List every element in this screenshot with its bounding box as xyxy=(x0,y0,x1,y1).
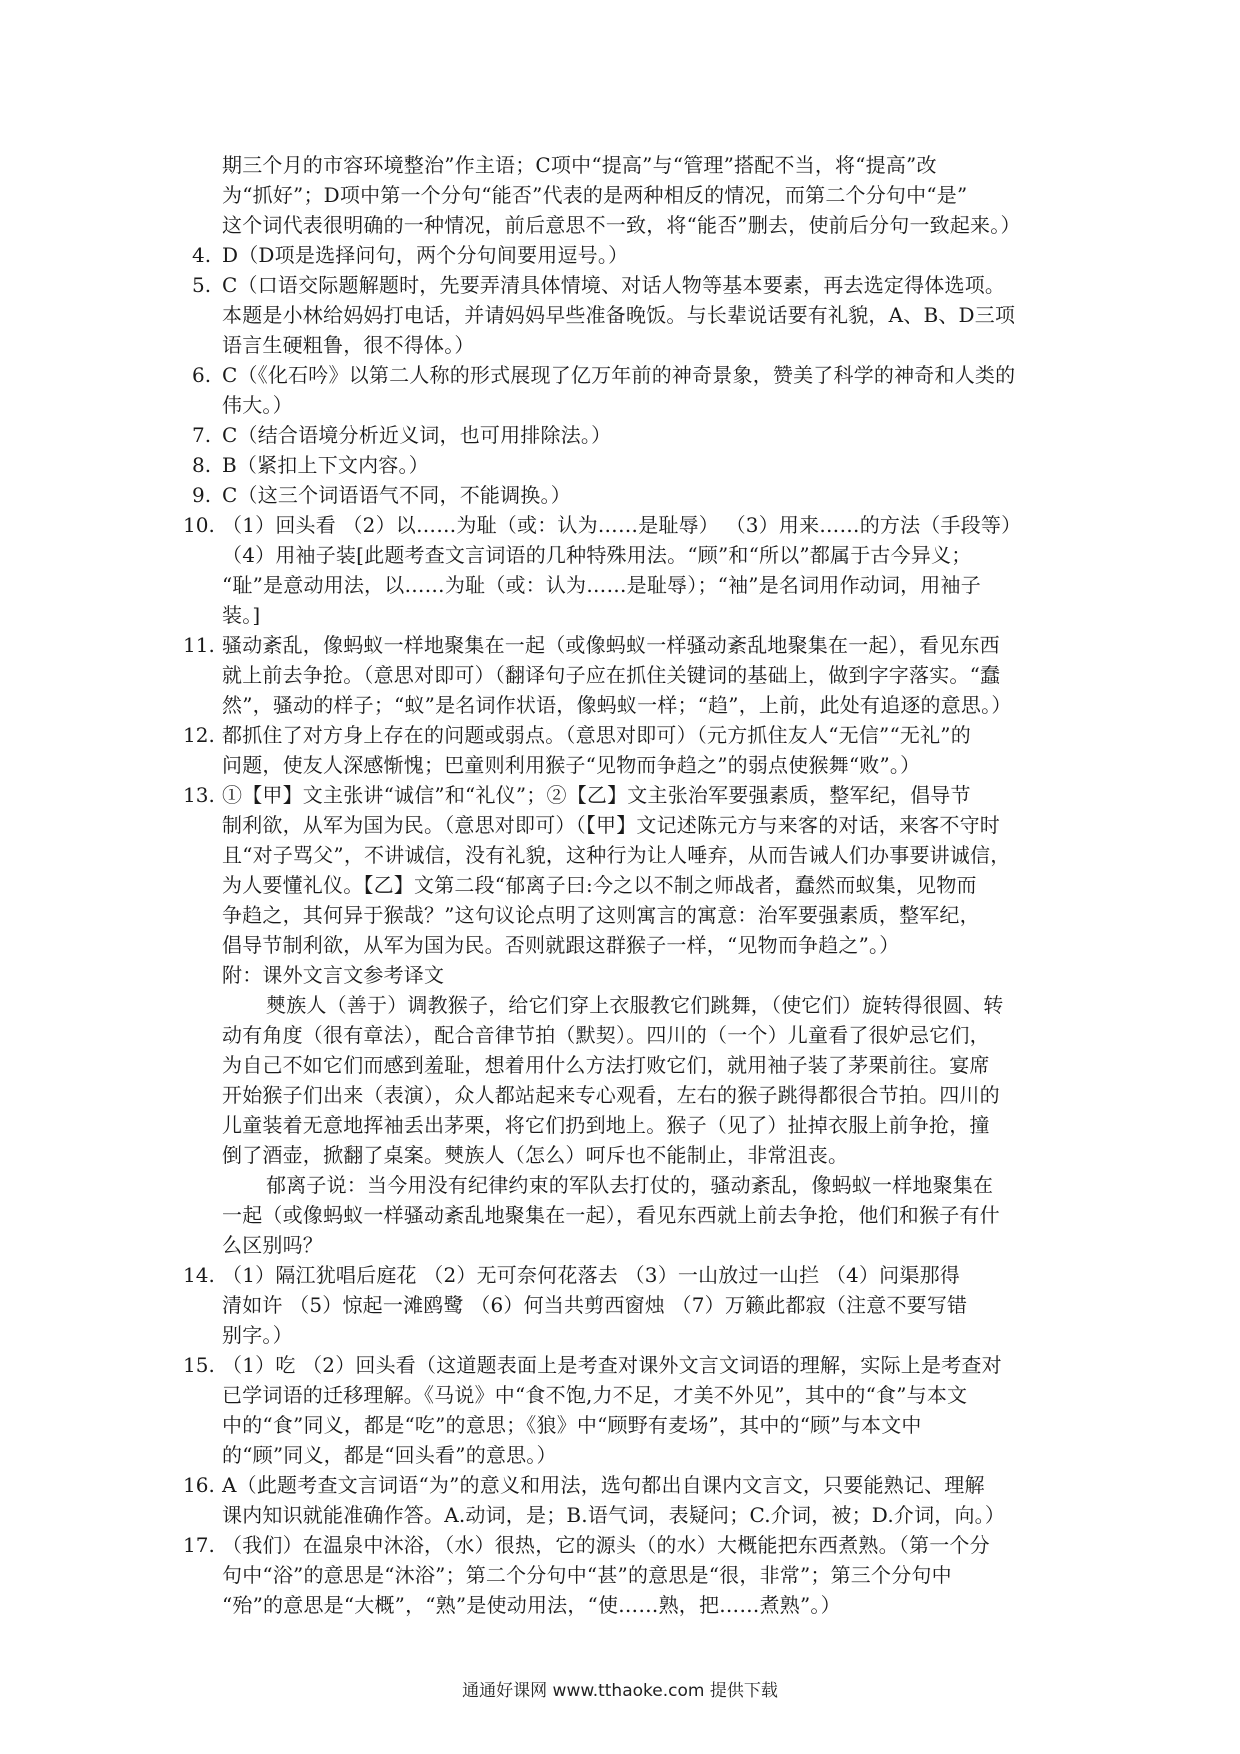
text-line: 这个词代表很明确的一种情况，前后意思不一致，将“能否”删去，使前后分句一致起来。） xyxy=(222,213,1021,237)
text-line: 一起（或像蚂蚁一样骚动紊乱地聚集在一起），看见东西就上前去争抢，他们和猴子有什 xyxy=(222,1203,1000,1227)
text-line: 争趋之，其何异于猴哉？”这句议论点明了这则寓言的寓意：治军要强素质，整军纪， xyxy=(222,903,980,927)
answer-item xyxy=(192,240,1052,270)
text-line: 期三个月的市容环境整治”作主语；C项中“提高”与“管理”搭配不当，将“提高”改 xyxy=(222,153,937,177)
item-number: 6. xyxy=(192,363,212,387)
text-line: “耻”是意动用法，以……为耻（或：认为……是耻辱）；“袖”是名词用作动词，用袖子 xyxy=(222,573,981,597)
text-line: 清如许 （5）惊起一滩鸥鹭 （6）何当共剪西窗烛 （7）万籁此都寂（注意不要写错 xyxy=(222,1293,968,1317)
answer-item xyxy=(183,780,1052,960)
text-line: 别字。） xyxy=(222,1323,293,1347)
intro-continuation xyxy=(192,150,1052,240)
text-line: C（口语交际题解题时，先要弄清具体情境、对话人物等基本要素，再去选定得体选项。 xyxy=(222,273,1006,297)
text-line: 就上前去争抢。（意思对即可）（翻译句子应在抓住关键词的基础上，做到字字落实。“蠢 xyxy=(222,663,1001,687)
item-number: 10. xyxy=(183,513,215,537)
text-line: A（此题考查文言词语“为”的意义和用法，选句都出自课内文言文，只要能熟记、理解 xyxy=(222,1473,985,1497)
text-line: （1）隔江犹唱后庭花 （2）无可奈何花落去 （3）一山放过一山拦 （4）问渠那得 xyxy=(222,1263,960,1287)
text-line: （我们）在温泉中沐浴，（水）很热，它的源头（的水）大概能把东西煮熟。（第一个分 xyxy=(222,1533,990,1557)
text-line: 中的“食”同义，都是“吃”的意思；《狼》中“顾野有麦场”，其中的“顾”与本文中 xyxy=(222,1413,922,1437)
item-number: 4. xyxy=(192,243,212,267)
text-line: 语言生硬粗鲁，很不得体。） xyxy=(222,333,475,357)
text-line: 伟大。） xyxy=(222,393,293,417)
item-number: 8. xyxy=(192,453,212,477)
text-line: 倒了酒壶，掀翻了桌案。僰族人（怎么）呵斥也不能制止，非常沮丧。 xyxy=(222,1143,849,1167)
text-line: 本题是小林给妈妈打电话，并请妈妈早些准备晚饭。与长辈说话要有礼貌，A、B、D三项 xyxy=(222,303,1016,327)
text-line: （4）用袖子装[此题考查文言词语的几种特殊用法。“顾”和“所以”都属于古今异义； xyxy=(222,543,972,567)
translation-paragraph xyxy=(192,990,1052,1170)
text-line: 都抓住了对方身上存在的问题或弱点。（意思对即可）（元方抓住友人“无信”“无礼”的 xyxy=(222,723,971,747)
item-number: 17. xyxy=(183,1533,215,1557)
answer-item xyxy=(192,450,1052,480)
item-number: 5. xyxy=(192,273,212,297)
text-line: 倡导节制利欲，从军为国为民。否则就跟这群猴子一样，“见物而争趋之”。） xyxy=(222,933,900,957)
text-line: C（结合语境分析近义词，也可用排除法。） xyxy=(222,423,612,447)
text-line: 然”，骚动的样子；“蚁”是名词作状语，像蚂蚁一样；“趋”，上前，此处有追逐的意思。） xyxy=(222,693,1012,717)
appendix-title: 附：课外文言文参考译文 xyxy=(222,963,445,987)
item-number: 12. xyxy=(183,723,215,747)
text-line: 为“抓好”；D项中第一个分句“能否”代表的是两种相反的情况，而第二个分句中“是” xyxy=(222,183,968,207)
item-number: 16. xyxy=(183,1473,215,1497)
text-line: ①【甲】文主张讲“诚信”和“礼仪”；②【乙】文主张治军要强素质，整军纪，倡导节 xyxy=(222,783,971,807)
answer-item xyxy=(183,630,1052,720)
text-line: 课内知识就能准确作答。A.动词，是；B.语气词，表疑问；C.介词，被；D.介词，向。） xyxy=(222,1503,1006,1527)
text-line: 郁离子说：当今用没有纪律约束的军队去打仗的，骚动紊乱，像蚂蚁一样地聚集在 xyxy=(266,1173,994,1197)
item-number: 7. xyxy=(192,423,212,447)
answer-item xyxy=(192,420,1052,450)
text-line: B（紧扣上下文内容。） xyxy=(222,453,429,477)
text-line: 装。] xyxy=(222,603,261,627)
text-line: 僰族人（善于）调教猴子，给它们穿上衣服教它们跳舞，（使它们）旋转得很圆、转 xyxy=(266,993,1004,1017)
text-line: 问题，使友人深感惭愧；巴童则利用猴子“见物而争趋之”的弱点使猴舞“败”。） xyxy=(222,753,921,777)
appendix xyxy=(192,960,1052,990)
translation-paragraph xyxy=(192,1170,1052,1260)
item-number: 14. xyxy=(183,1263,215,1287)
text-line: 么区别吗？ xyxy=(222,1233,323,1257)
footer-source: 通通好课网 www.tthaoke.com 提供下载 xyxy=(462,1681,778,1701)
text-line: 动有角度（很有章法），配合音律节拍（默契）。四川的（一个）儿童看了很妒忌它们， xyxy=(222,1023,990,1047)
text-line: D（D项是选择问句，两个分句间要用逗号。） xyxy=(222,243,629,267)
text-line: 制利欲，从军为国为民。（意思对即可）（【甲】文记述陈元方与来客的对话，来客不守时 xyxy=(222,813,1000,837)
answer-item xyxy=(183,510,1052,630)
answer-item xyxy=(183,720,1052,780)
text-line: 骚动紊乱，像蚂蚁一样地聚集在一起（或像蚂蚁一样骚动紊乱地聚集在一起），看见东西 xyxy=(222,633,1000,657)
answer-item xyxy=(183,1470,1052,1530)
text-line: 开始猴子们出来（表演），众人都站起来专心观看，左右的猴子跳得都很合节拍。四川的 xyxy=(222,1083,1000,1107)
text-line: （1）回头看 （2）以……为耻（或：认为……是耻辱） （3）用来……的方法（手段等） xyxy=(222,513,1022,537)
text-line: 为人要懂礼仪。【乙】文第二段“郁离子曰:今之以不制之师战者，蠢然而蚁集，见物而 xyxy=(222,873,977,897)
item-number: 9. xyxy=(192,483,212,507)
text-line: 且“对子骂父”，不讲诚信，没有礼貌，这种行为让人唾弃，从而告诫人们办事要讲诚信， xyxy=(222,843,1011,867)
text-line: “殆”的意思是“大概”，“熟”是使动用法，“使……熟，把……煮熟”。） xyxy=(222,1593,841,1617)
item-number: 11. xyxy=(183,633,215,657)
text-line: 为自己不如它们而感到羞耻，想着用什么方法打败它们，就用袖子装了茅栗前往。宴席 xyxy=(222,1053,990,1077)
text-line: （1）吃 （2）回头看（这道题表面上是考查对课外文言文词语的理解，实际上是考查对 xyxy=(222,1353,1002,1377)
text-line: C（《化石吟》以第二人称的形式展现了亿万年前的神奇景象，赞美了科学的神奇和人类的 xyxy=(222,363,1016,387)
text-line: 儿童装着无意地挥袖丢出茅栗，将它们扔到地上。猴子（见了）扯掉衣服上前争抢，撞 xyxy=(222,1113,990,1137)
text-line: 已学词语的迁移理解。《马说》中“食不饱,力不足，才美不外见”，其中的“食”与本文 xyxy=(222,1383,968,1407)
answer-item xyxy=(192,360,1052,420)
text-line: 句中“浴”的意思是“沐浴”；第二个分句中“甚”的意思是“很，非常”；第三个分句中 xyxy=(222,1563,952,1587)
answer-item xyxy=(183,1530,1052,1620)
item-number: 13. xyxy=(183,783,215,807)
item-number: 15. xyxy=(183,1353,215,1377)
answer-item xyxy=(192,270,1052,360)
text-line: C（这三个词语语气不同，不能调换。） xyxy=(222,483,571,507)
text-line: 的“顾”同义，都是“回头看”的意思。） xyxy=(222,1443,557,1467)
answer-item xyxy=(192,480,1052,510)
document-body xyxy=(183,150,1052,1620)
answer-item xyxy=(183,1260,1052,1350)
answer-item xyxy=(183,1350,1052,1470)
